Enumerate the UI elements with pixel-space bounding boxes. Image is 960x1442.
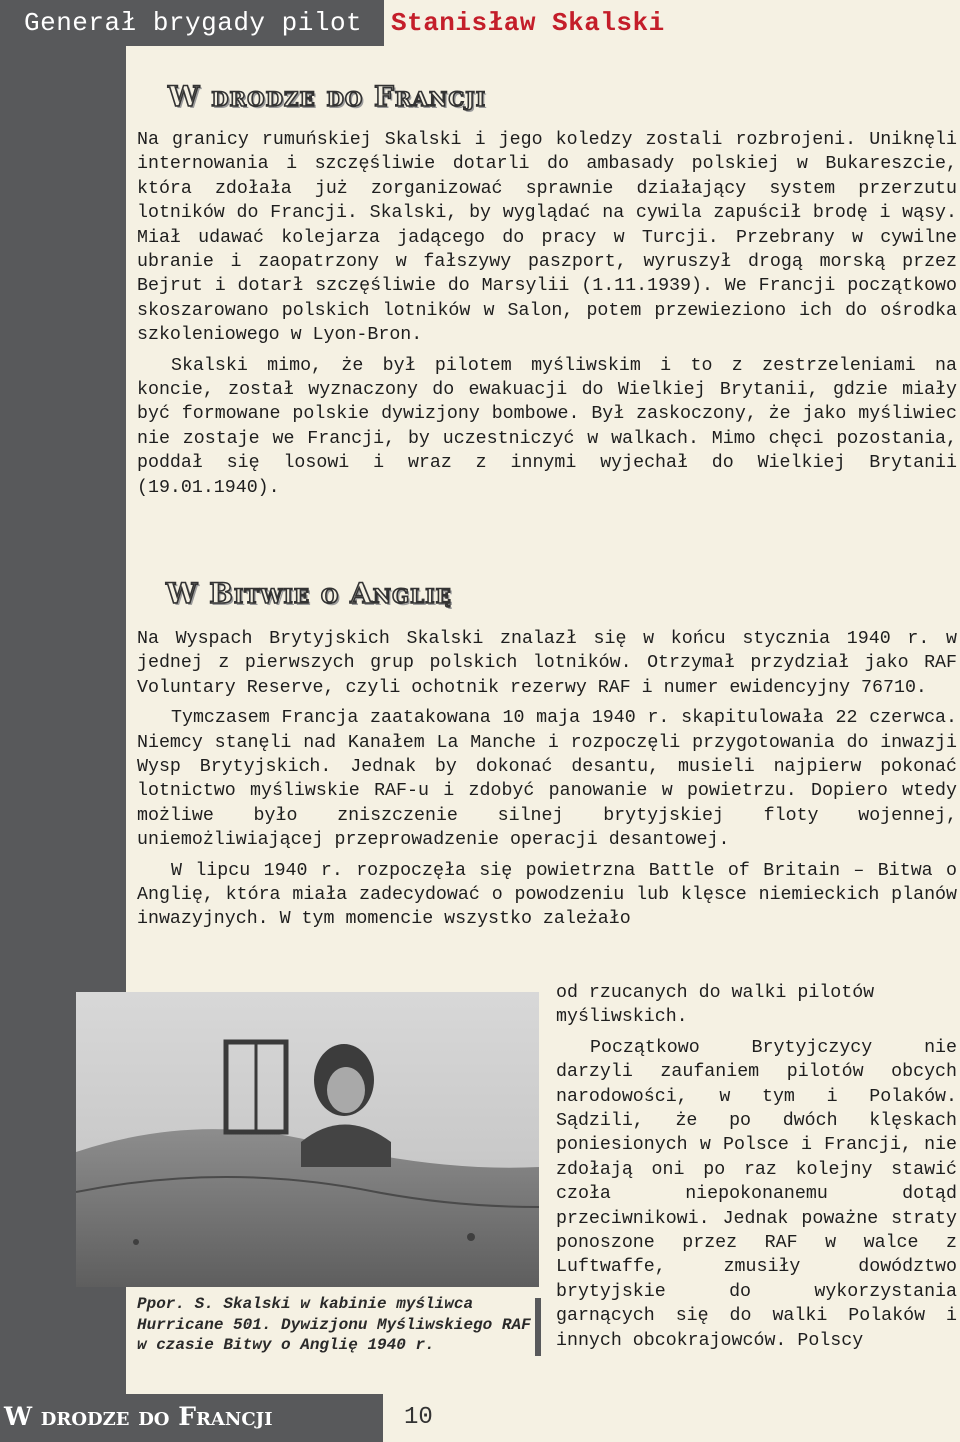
section-heading-w-drodze: W drodze do Francji	[168, 80, 487, 113]
paragraph: Na granicy rumuńskiej Skalski i jego koledzy zostali rozbrojeni. Uniknęli internowania i szczęśliwie dotarli do ambasady polskiej w Bukareszcie, która zdołała już zorganizować sprawnie działający system przerzutu lotników do Francji. Skalski, by wyglądać na cywila zapuścił brodę i wąsy. Miał udawać kolejarza jadącego do pracy w Turcji. Przebrany w cywilne ubranie i zaopatrzony w fałszywy paszport, wyruszył drogą morską przez Bejrut i dotarł szczęśliwie do Marsylii (1.11.1939). We Francji początkowo skoszarowano polskich lotników w Salon, potem przewieziono ich do ośrodka szkoleniowego w Lyon-Bron.	[137, 130, 957, 346]
footer-title: W drodze do Francji	[4, 1402, 273, 1431]
paragraph: od rzucanych do walki pilotów myśliwskich.	[556, 983, 875, 1028]
paragraph: Początkowo Brytyjczycy nie darzyli zaufaniem pilotów obcych narodowości, w tym i Polaków. Sądzili, że po dwóch klęskach poniesionych w Polsce i Francji, nie zdołają oni po raz kolejny stawić czoła niepokonanemu dotąd przeciwnikowi. Jednak poważne straty ponoszone przez RAF w walce z Luftwaffe, zmusiły dowództwo brytyjskie do wykorzystania garnących się do walki Polaków i innych obcokrajowców. Polscy	[556, 1037, 957, 1351]
page-number: 10	[404, 1404, 433, 1431]
paragraph: Skalski mimo, że był pilotem myśliwskim i to z zestrzeleniami na koncie, został wyznaczony do ewakuacji do Wielkiej Brytanii, gdzie miały być formowane polskie dywizjony bombowe. Był zaskoczony, że jako myśliwiec nie zostaje we Francji, by uczestniczyć w walkach. Mimo chęci pozostania, poddał się losowi i wraz z innymi wyjechał do Wielkiej Brytanii (19.01.1940).	[137, 355, 957, 498]
paragraph: Na Wyspach Brytyjskich Skalski znalazł się w końcu stycznia 1940 r. w jednej z pierwszych grup polskich lotników. Otrzymał przydział jako RAF Voluntary Reserve, czyli ochotnik rezerwy RAF i numer ewidencyjny 76710.	[137, 629, 957, 698]
paragraph: Tymczasem Francja zaatakowana 10 maja 1940 r. skapitulowała 22 czerwca. Niemcy stanęli nad Kanałem La Manche i rozpoczęli przygotowania do inwazji Wysp Brytyjskich. Jednak by dokonać desantu, musieli najpierw pokonać lotnictwo myśliwskie RAF-u i zdobyć panowanie w powietrzu. Dopiero wtedy możliwe było zniszczenie silnej brytyjskiej floty wojennej, uniemożliwiającej przeprowadzenie operacji desantowej.	[137, 708, 957, 851]
section2-body	[137, 627, 957, 932]
caption-accent-bar	[535, 1298, 541, 1356]
header-name: Stanisław Skalski	[391, 8, 665, 38]
pilot-cockpit-photo	[76, 992, 539, 1287]
photo-caption: Ppor. S. Skalski w kabinie myśliwca Hurricane 501. Dywizjonu Myśliwskiego RAF w czasie Bitwy o Anglię 1940 r.	[137, 1295, 531, 1354]
header-title: Generał brygady pilot	[24, 8, 363, 38]
photo-illustration	[76, 992, 539, 1287]
section1-body	[137, 128, 957, 500]
right-column-text	[556, 981, 957, 1353]
paragraph: W lipcu 1940 r. rozpoczęła się powietrzna Battle of Britain – Bitwa o Anglię, która miała zadecydować o powodzeniu lub klęsce niemieckich planów inwazyjnych. W tym momencie wszystko zależało	[137, 860, 957, 930]
section-heading-w-bitwie: W Bitwie o Anglię	[166, 577, 452, 610]
